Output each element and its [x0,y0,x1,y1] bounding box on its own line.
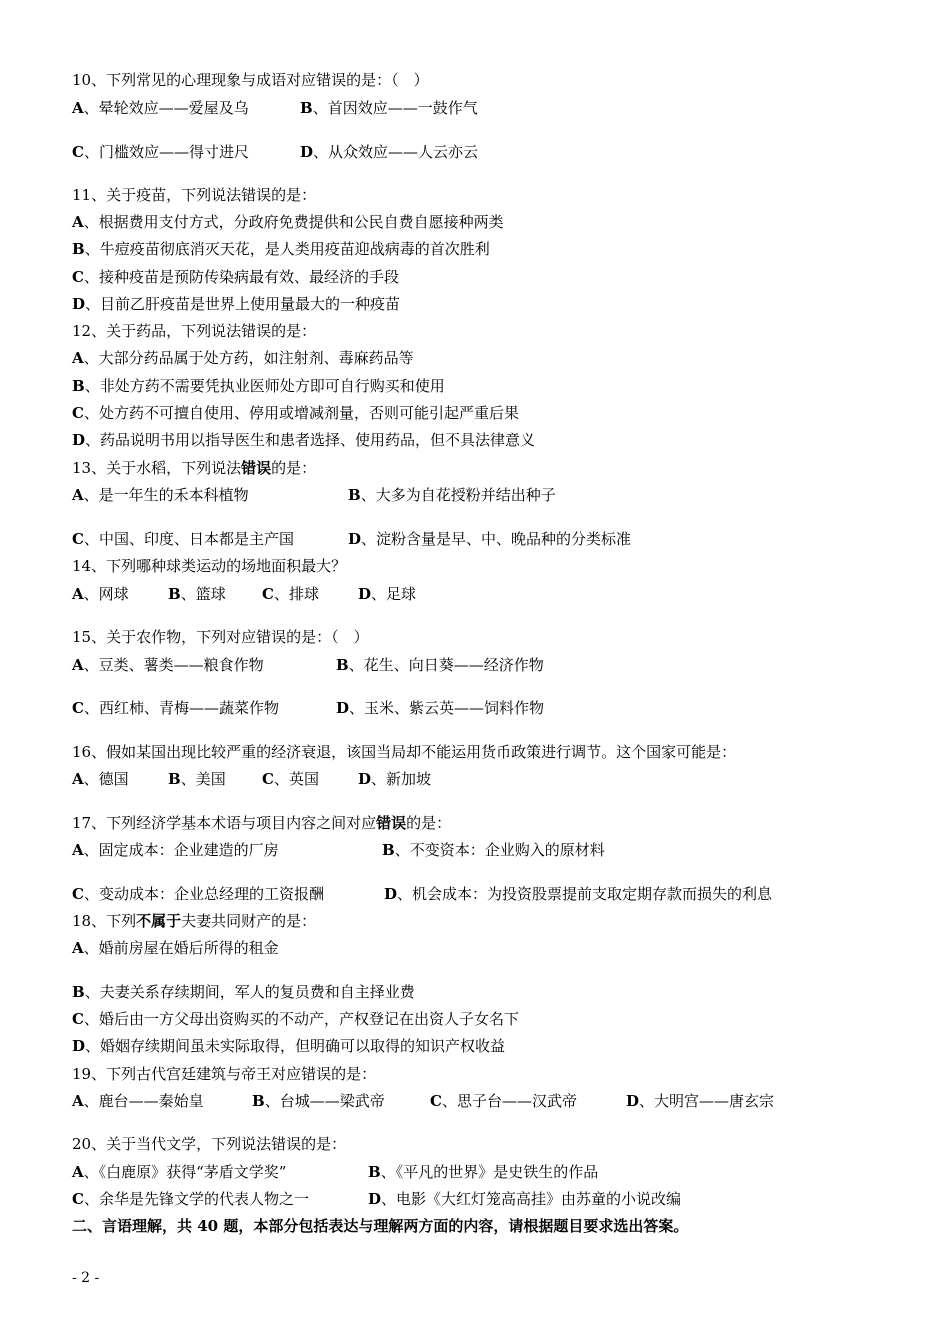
option-d: D、足球 [358,585,417,603]
question-11-option-c: C、接种疫苗是预防传染病最有效、最经济的手段 [72,268,399,286]
option-c: C、中国、印度、日本都是主产国 [72,530,294,548]
option-c: C、思子台——汉武帝 [430,1092,577,1110]
question-17-options-row2 [72,884,772,904]
question-12-stem: 12、关于药品，下列说法错误的是： [72,322,317,340]
question-18-option-d: D、婚姻存续期间虽未实际取得，但明确可以取得的知识产权收益 [72,1037,506,1055]
question-20-options-row1 [72,1162,598,1182]
question-18-stem: 18、下列不属于夫妻共同财产的是： [72,912,317,930]
question-11-option-d: D、目前乙肝疫苗是世界上使用量最大的一种疫苗 [72,295,401,313]
option-c: C、西红柿、青梅——蔬菜作物 [72,699,279,717]
option-b: B、不变资本：企业购入的原材料 [382,841,605,859]
question-17-stem: 17、下列经济学基本术语与项目内容之间对应错误的是： [72,814,452,832]
option-b: B、台城——梁武帝 [252,1092,385,1110]
option-c: C、排球 [262,585,319,603]
question-14-options [72,584,416,604]
option-d: D、机会成本：为投资股票提前支取定期存款而损失的利息 [384,885,773,903]
option-b: B、大多为自花授粉并结出种子 [348,486,556,504]
question-10-stem: 10、下列常见的心理现象与成语对应错误的是：（ ） [72,71,429,89]
option-c: C、变动成本：企业总经理的工资报酬 [72,885,324,903]
question-15-options-row1 [72,655,544,675]
option-a: A、鹿台——秦始皇 [72,1092,204,1110]
option-b: B、美国 [168,770,226,788]
question-20-stem: 20、关于当代文学，下列说法错误的是： [72,1135,347,1153]
question-11-option-a: A、根据费用支付方式，分政府免费提供和公民自费自愿接种两类 [72,213,504,231]
question-16-options [72,769,431,789]
question-13-options-row1 [72,485,556,505]
section-2-heading: 二、言语理解，共 40 题，本部分包括表达与理解两方面的内容，请根据题目要求选出答案。 [72,1217,689,1235]
option-b: B、花生、向日葵——经济作物 [336,656,544,674]
page-number: - 2 - [72,1270,100,1286]
option-d: D、从众效应——人云亦云 [300,143,479,161]
option-d: D、淀粉含量是早、中、晚品种的分类标准 [348,530,632,548]
option-d: D、大明宫——唐玄宗 [626,1092,775,1110]
question-19-options [72,1091,774,1111]
question-18-option-a: A、婚前房屋在婚后所得的租金 [72,939,279,957]
question-15-options-row2 [72,698,544,718]
question-14-stem: 14、下列哪种球类运动的场地面积最大？ [72,557,347,575]
question-20-options-row2 [72,1189,681,1209]
question-12-option-a: A、大部分药品属于处方药，如注射剂、毒麻药品等 [72,349,414,367]
option-c: C、门槛效应——得寸进尺 [72,143,249,161]
option-a: A、豆类、薯类——粮食作物 [72,656,264,674]
question-18-option-b: B、夫妻关系存续期间，军人的复员费和自主择业费 [72,983,415,1001]
option-d: D、玉米、紫云英——饲料作物 [336,699,545,717]
question-17-options-row1 [72,840,605,860]
option-b: B、《平凡的世界》是史铁生的作品 [368,1163,599,1181]
question-12-option-b: B、非处方药不需要凭执业医师处方即可自行购买和使用 [72,377,445,395]
question-16-stem: 16、假如某国出现比较严重的经济衰退，该国当局却不能运用货币政策进行调节。这个国家可能是： [72,743,737,761]
question-19-stem: 19、下列古代宫廷建筑与帝王对应错误的是： [72,1065,377,1083]
question-11-option-b: B、牛痘疫苗彻底消灭天花，是人类用疫苗迎战病毒的首次胜利 [72,240,490,258]
question-13-options-row2 [72,529,631,549]
question-12-option-c: C、处方药不可擅自使用、停用或增减剂量，否则可能引起严重后果 [72,404,519,422]
option-c: C、英国 [262,770,319,788]
question-11-stem: 11、关于疫苗，下列说法错误的是： [72,186,317,204]
option-d: D、电影《大红灯笼高高挂》由苏童的小说改编 [368,1190,682,1208]
question-13-stem: 13、关于水稻，下列说法错误的是： [72,459,317,477]
option-b: B、首因效应——一鼓作气 [300,99,478,117]
question-15-stem: 15、关于农作物，下列对应错误的是：（ ） [72,628,369,646]
question-10-options-row1 [72,98,478,118]
option-c: C、余华是先锋文学的代表人物之一 [72,1190,309,1208]
option-d: D、新加坡 [358,770,432,788]
option-a: A、是一年生的禾本科植物 [72,486,249,504]
option-a: A、固定成本：企业建造的厂房 [72,841,279,859]
question-12-option-d: D、药品说明书用以指导医生和患者选择、使用药品，但不具法律意义 [72,431,536,449]
option-a: A、《白鹿原》获得“茅盾文学奖” [72,1163,287,1181]
question-10-options-row2 [72,142,478,162]
option-b: B、篮球 [168,585,226,603]
option-a: A、德国 [72,770,129,788]
question-18-option-c: C、婚后由一方父母出资购买的不动产，产权登记在出资人子女名下 [72,1010,519,1028]
option-a: A、晕轮效应——爱屋及乌 [72,99,249,117]
option-a: A、网球 [72,585,129,603]
